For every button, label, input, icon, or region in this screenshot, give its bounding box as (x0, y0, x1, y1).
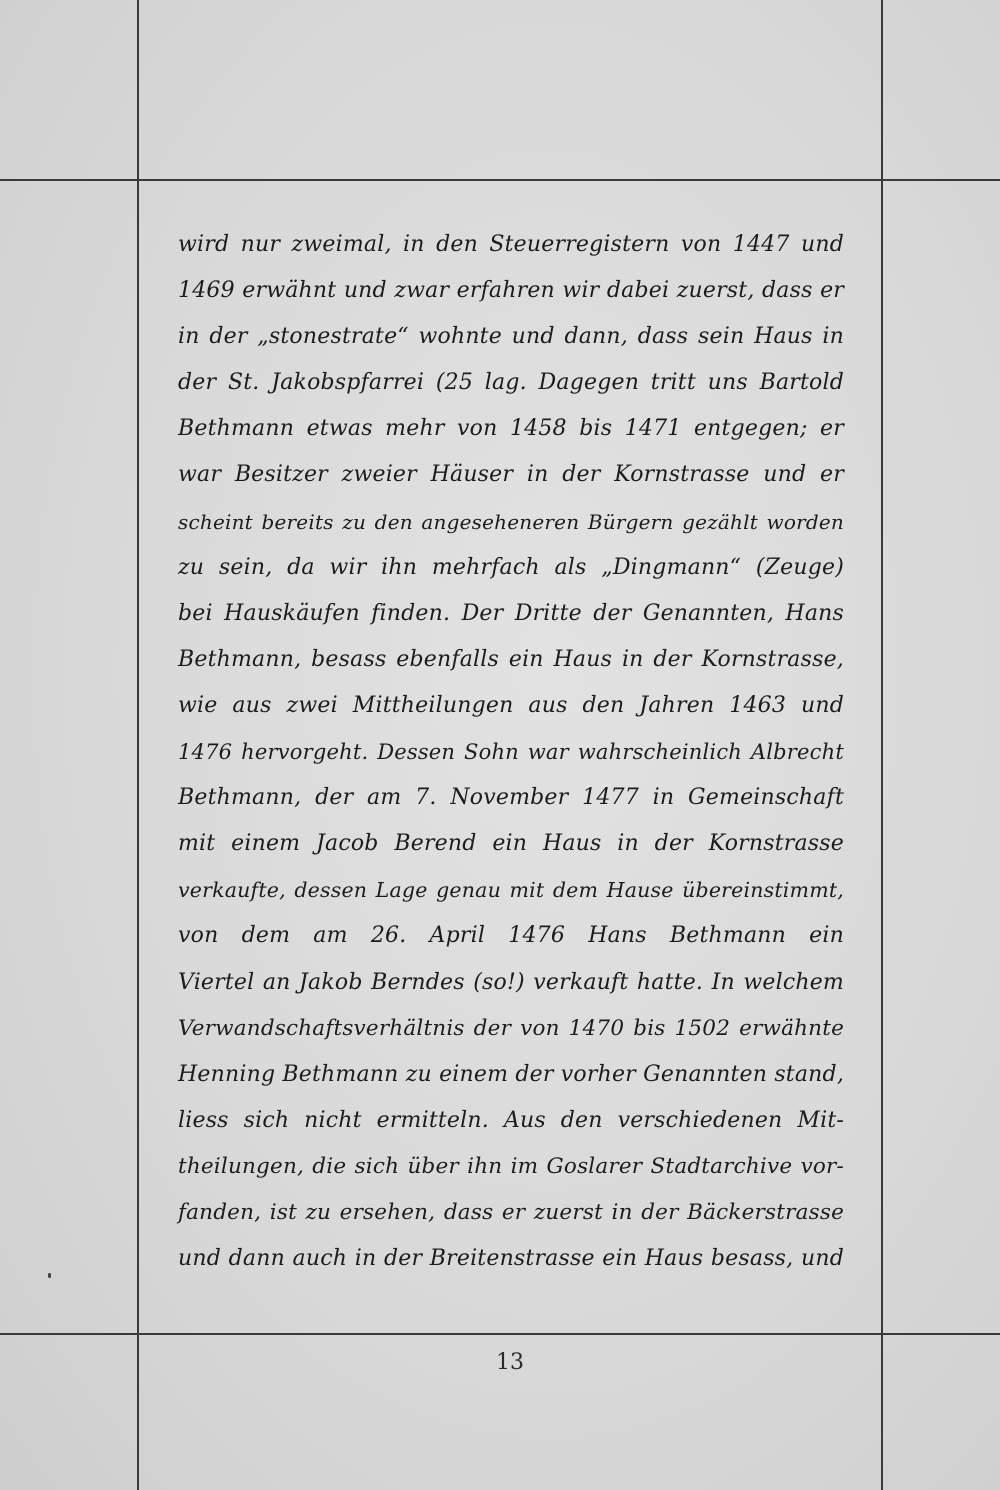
text-line: Bethmann, besass ebenfalls ein Haus in der Kornstrasse, (178, 646, 844, 672)
body-text (178, 222, 844, 1282)
text-line: wie aus zwei Mittheilungen aus den Jahren 1463 und (178, 692, 844, 718)
frame-bottom-rule (0, 1333, 1000, 1335)
frame-top-rule (0, 179, 1000, 181)
text-line: der St. Jakobspfarrei (25 lag. Dagegen tritt uns Bartold (178, 370, 844, 396)
text-line: Henning Bethmann zu einem der vorher Genannten stand, (178, 1061, 845, 1087)
page-number: 13 (496, 1350, 524, 1375)
text-line: theilungen, die sich über ihn im Goslarer Stadtarchive vor- (178, 1153, 844, 1179)
text-line: in der „stonestrate“ wohnte und dann, dass sein Haus in (178, 324, 844, 350)
text-line: Bethmann, der am 7. November 1477 in Gemeinschaft (178, 785, 844, 811)
text-line: Viertel an Jakob Berndes (so!) verkauft hatte. In welchem (178, 969, 844, 995)
frame-left-rule (137, 0, 139, 1490)
text-line: mit einem Jacob Berend ein Haus in der Kornstrasse (178, 831, 844, 857)
text-line: von dem am 26. April 1476 Hans Bethmann ein (178, 923, 844, 949)
text-line: liess sich nicht ermitteln. Aus den verschiedenen Mit- (178, 1107, 844, 1133)
text-line: zu sein, da wir ihn mehrfach als „Dingmann“ (Zeuge) (178, 554, 844, 580)
text-line: Bethmann etwas mehr von 1458 bis 1471 entgegen; er (178, 416, 844, 442)
paper-speck (48, 1273, 51, 1278)
text-line: und dann auch in der Breitenstrasse ein Haus besass, und (178, 1246, 844, 1272)
text-line: wird nur zweimal, in den Steuerregistern von 1447 und (178, 232, 844, 257)
text-line: 1476 hervorgeht. Dessen Sohn war wahrscheinlich Albrecht (178, 740, 844, 765)
text-line: war Besitzer zweier Häuser in der Kornstrasse und er (178, 462, 844, 488)
frame-right-rule (881, 0, 883, 1490)
text-line: scheint bereits zu den angeseheneren Bürgern gezählt worden (178, 509, 844, 534)
text-line: fanden, ist zu ersehen, dass er zuerst in der Bäckerstrasse (178, 1199, 844, 1225)
text-line: Verwandschaftsverhältnis der von 1470 bis 1502 erwähnte (178, 1015, 844, 1041)
text-line: verkaufte, dessen Lage genau mit dem Hause übereinstimmt, (178, 878, 844, 903)
text-line: 1469 erwähnt und zwar erfahren wir dabei zuerst, dass er (178, 278, 844, 304)
text-line: bei Hauskäufen finden. Der Dritte der Genannten, Hans (178, 600, 844, 626)
